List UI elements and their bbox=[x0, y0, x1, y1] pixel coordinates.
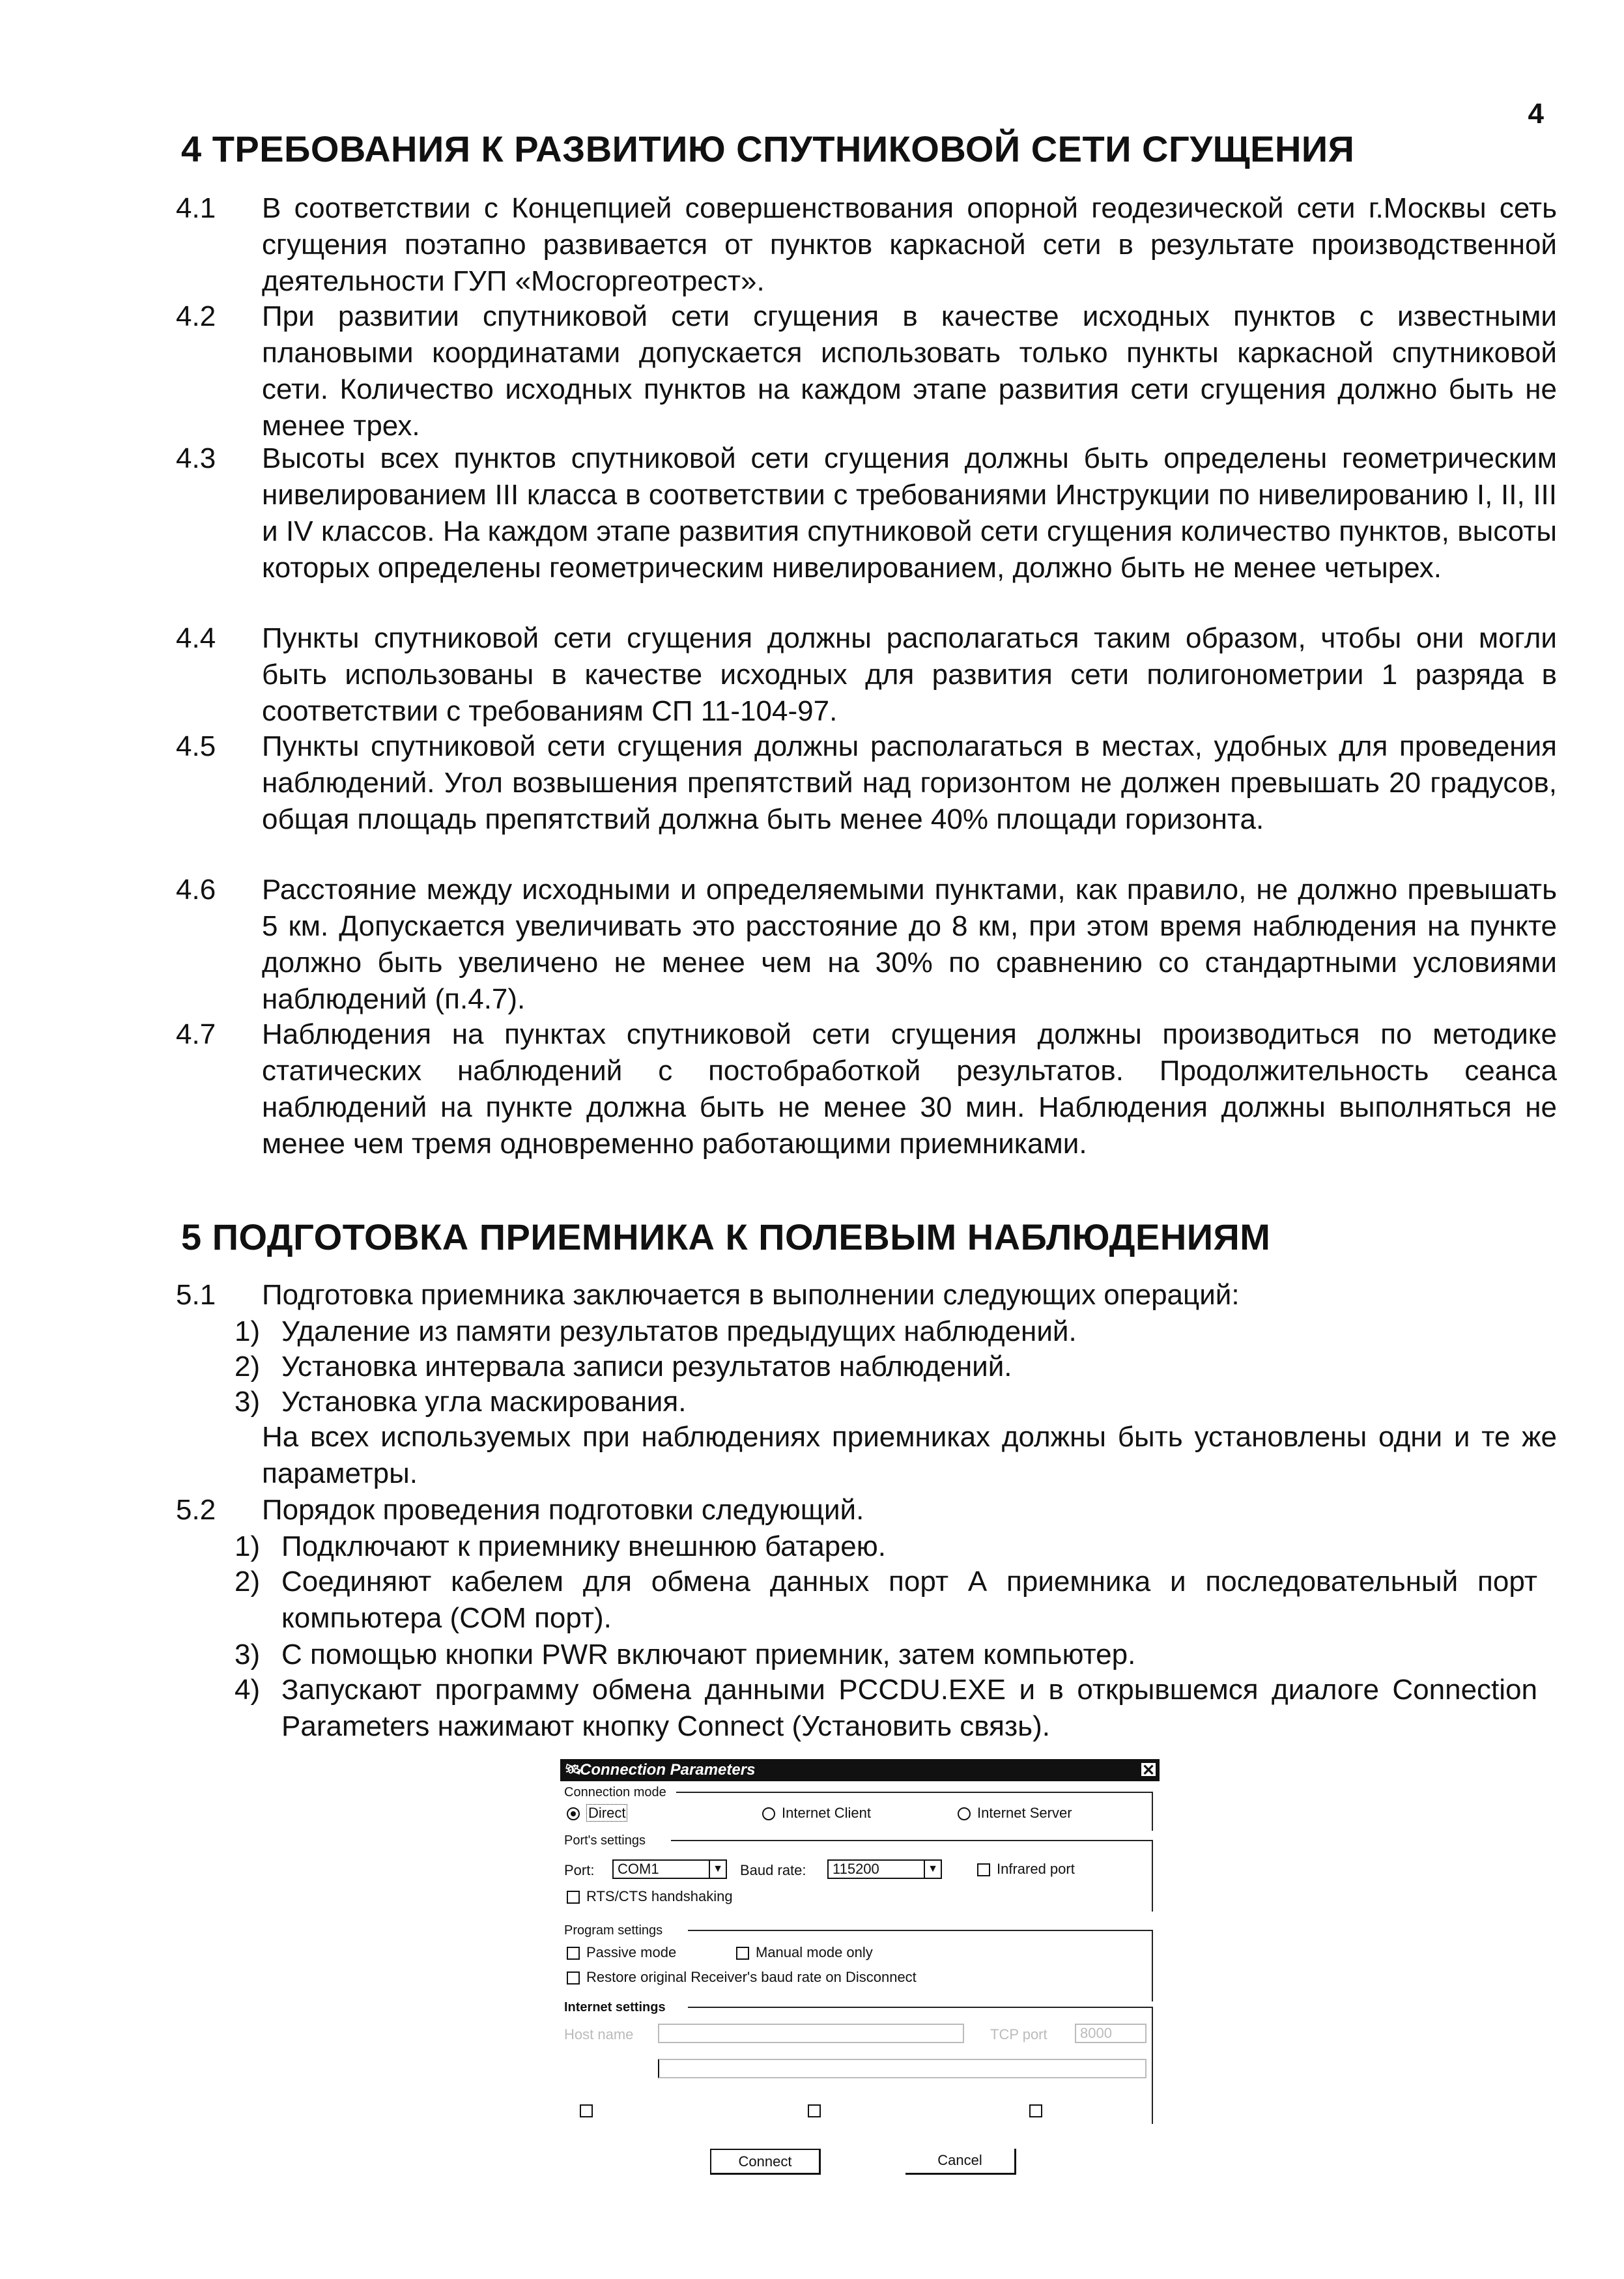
radio-dot bbox=[567, 1807, 580, 1820]
port-value: COM1 bbox=[618, 1861, 659, 1877]
ports-settings-label: Port's settings bbox=[564, 1833, 646, 1848]
baud-rate-label: Baud rate: bbox=[740, 1862, 806, 1878]
group-border bbox=[1152, 1792, 1153, 1831]
sub-item-text: С помощью кнопки PWR включают приемник, затем компьютер. bbox=[281, 1639, 1136, 1670]
connection-parameters-dialog bbox=[560, 1759, 1160, 2183]
list-item-4-4 bbox=[176, 620, 1557, 730]
sub-item-text: Установка интервала записи результатов наблюдений. bbox=[281, 1351, 1012, 1383]
sub-item-text: Соединяют кабелем для обмена данных порт А приемника и последовательный порт компьютера (COM порт). bbox=[281, 1566, 1537, 1634]
port-select[interactable] bbox=[612, 1859, 727, 1879]
manual-mode-checkbox[interactable] bbox=[736, 1944, 873, 1961]
sub-item-number: 1) bbox=[235, 1530, 261, 1562]
radio-label: Direct bbox=[586, 1804, 627, 1822]
tcp-port-field[interactable] bbox=[1075, 2024, 1147, 2043]
sub-item-number: 2) bbox=[235, 1566, 261, 1598]
item-number: 5.2 bbox=[176, 1494, 216, 1526]
baud-rate-value: 115200 bbox=[833, 1861, 879, 1877]
group-border bbox=[676, 1792, 1152, 1793]
sub-item-text: Установка угла маскирования. bbox=[281, 1386, 687, 1418]
sub-item-number: 1) bbox=[235, 1315, 261, 1347]
sub-item-5-2-3 bbox=[235, 1637, 1537, 1673]
item-text: Пункты спутниковой сети сгущения должны располагаться в местах, удобных для проведения наблюдений. Угол возвышения препятствий над горизонтом не должен превышать 20 градусов, общая площадь препятствий должна быть менее 40% площади горизонта. bbox=[262, 730, 1557, 835]
checkbox-box bbox=[567, 1971, 580, 1985]
host-name-label: Host name bbox=[564, 2026, 634, 2042]
host-name-field[interactable] bbox=[658, 2024, 964, 2043]
program-settings-label: Program settings bbox=[564, 1923, 663, 1938]
close-icon[interactable]: ✕ bbox=[1140, 1762, 1157, 1777]
list-item-4-1 bbox=[176, 190, 1557, 300]
checkbox-box bbox=[977, 1863, 990, 1876]
group-border bbox=[688, 2007, 1152, 2008]
note-text: На всех используемых при наблюдениях приемниках должны быть установлены одни и те же параметры. bbox=[262, 1421, 1557, 1489]
group-border bbox=[1152, 1930, 1153, 2001]
disabled-checkbox[interactable] bbox=[580, 2102, 599, 2119]
restore-baud-checkbox[interactable] bbox=[567, 1969, 917, 1986]
cancel-button[interactable]: Cancel bbox=[905, 2149, 1016, 2175]
disabled-checkbox[interactable] bbox=[1029, 2102, 1049, 2119]
rts-cts-checkbox[interactable] bbox=[567, 1888, 733, 1905]
chevron-down-icon: ▼ bbox=[924, 1861, 941, 1878]
item-text: Подготовка приемника заключается в выполнении следующих операций: bbox=[262, 1279, 1240, 1311]
list-item-4-2 bbox=[176, 298, 1557, 444]
checkbox-label: Infrared port bbox=[997, 1861, 1075, 1877]
satellite-icon: 🛰 bbox=[563, 1761, 581, 1777]
item-number: 4.7 bbox=[176, 1018, 216, 1050]
dialog-titlebar bbox=[560, 1759, 1160, 1781]
item-text: Наблюдения на пунктах спутниковой сети сгущения должны производиться по методике статических наблюдений с постобработкой результатов. Продолжительность сеанса наблюдений на пункте должна быть не менее 30 мин. Наблюдения должны выполняться не менее чем тремя одновременно работающими приемниками. bbox=[262, 1018, 1557, 1160]
dialog-title: Connection Parameters bbox=[580, 1761, 756, 1779]
group-border bbox=[1152, 2007, 1153, 2124]
item-text: Высоты всех пунктов спутниковой сети сгущения должны быть определены геометрическим нивелированием III класса в соответствии с требованиями Инструкции по нивелированию I, II, III и IV классов. На каждом этапе развития спутниковой сети сгущения количество пунктов, высоты которых определены геометрическим нивелированием, должно быть не менее четырех. bbox=[262, 442, 1557, 584]
passive-mode-checkbox[interactable] bbox=[567, 1944, 676, 1961]
group-border bbox=[688, 1930, 1152, 1931]
chevron-down-icon: ▼ bbox=[709, 1861, 726, 1878]
tcp-port-value: 8000 bbox=[1080, 2025, 1112, 2041]
list-item-4-6 bbox=[176, 872, 1557, 1018]
sub-item-number: 4) bbox=[235, 1674, 261, 1706]
item-number: 4.3 bbox=[176, 442, 216, 474]
list-item-4-7 bbox=[176, 1016, 1557, 1162]
radio-dot bbox=[762, 1807, 775, 1820]
group-border bbox=[671, 1840, 1152, 1841]
checkbox-box bbox=[736, 1947, 749, 1960]
radio-direct[interactable] bbox=[567, 1805, 627, 1822]
port-label: Port: bbox=[564, 1862, 595, 1878]
item-text: Пункты спутниковой сети сгущения должны располагаться таким образом, чтобы они могли быть использованы в качестве исходных для развития сети полигонометрии 1 разряда в соответствии с требованиям СП 11-104-97. bbox=[262, 622, 1557, 727]
sub-item-5-1-1 bbox=[235, 1313, 1537, 1350]
radio-label: Internet Client bbox=[782, 1805, 871, 1821]
tcp-port-label: TCP port bbox=[990, 2026, 1047, 2042]
sub-item-5-1-2 bbox=[235, 1349, 1537, 1385]
internet-settings-label: Internet settings bbox=[564, 2000, 666, 2014]
radio-dot bbox=[958, 1807, 971, 1820]
disabled-checkbox-checked[interactable] bbox=[808, 2102, 827, 2119]
sub-item-text: Удаление из памяти результатов предыдущих наблюдений. bbox=[281, 1315, 1077, 1347]
section-4-title: 4 ТРЕБОВАНИЯ К РАЗВИТИЮ СПУТНИКОВОЙ СЕТИ СГУЩЕНИЯ bbox=[181, 128, 1355, 169]
disabled-field[interactable] bbox=[658, 2059, 1147, 2078]
checkbox-label: Restore original Receiver's baud rate on Disconnect bbox=[586, 1969, 917, 1985]
infrared-port-checkbox[interactable] bbox=[977, 1861, 1075, 1878]
note-5-1 bbox=[176, 1419, 1557, 1492]
item-number: 4.2 bbox=[176, 300, 216, 332]
sub-item-text: Запускают программу обмена данными PCCDU.EXE и в открывшемся диалоге Connection Parameters нажимают кнопку Connect (Установить связь). bbox=[281, 1674, 1537, 1742]
checkbox-label: RTS/CTS handshaking bbox=[586, 1888, 733, 1904]
page-number: 4 bbox=[1528, 98, 1544, 130]
checkbox-box bbox=[1029, 2104, 1042, 2117]
list-item-5-1 bbox=[176, 1277, 1557, 1313]
list-item-4-3 bbox=[176, 440, 1557, 586]
section-5-title: 5 ПОДГОТОВКА ПРИЕМНИКА К ПОЛЕВЫМ НАБЛЮДЕНИЯМ bbox=[181, 1216, 1271, 1257]
sub-item-text: Подключают к приемнику внешнюю батарею. bbox=[281, 1530, 886, 1562]
sub-item-number: 3) bbox=[235, 1639, 261, 1670]
list-item-5-2 bbox=[176, 1492, 1557, 1528]
checkbox-label: Manual mode only bbox=[756, 1944, 873, 1960]
baud-rate-select[interactable] bbox=[827, 1859, 942, 1879]
checkbox-box bbox=[808, 2104, 821, 2117]
item-number: 4.4 bbox=[176, 622, 216, 654]
sub-item-5-2-4 bbox=[235, 1672, 1537, 1745]
item-text: Расстояние между исходными и определяемыми пунктами, как правило, не должно превышать 5 км. Допускается увеличивать это расстояние до 8 км, при этом время наблюдения на пункте должно быть увеличено не менее чем на 30% по сравнению со стандартными условиями наблюдений (п.4.7). bbox=[262, 874, 1557, 1015]
sub-item-number: 2) bbox=[235, 1351, 261, 1383]
sub-item-5-2-2 bbox=[235, 1564, 1537, 1637]
checkbox-label: Passive mode bbox=[586, 1944, 677, 1960]
radio-label: Internet Server bbox=[977, 1805, 1072, 1821]
list-item-4-5 bbox=[176, 728, 1557, 838]
sub-item-number: 3) bbox=[235, 1386, 261, 1418]
item-number: 4.6 bbox=[176, 874, 216, 906]
checkbox-box bbox=[567, 1947, 580, 1960]
radio-internet-client[interactable] bbox=[762, 1805, 871, 1822]
sub-item-5-2-1 bbox=[235, 1528, 1537, 1565]
item-number: 5.1 bbox=[176, 1279, 216, 1311]
item-number: 4.5 bbox=[176, 730, 216, 762]
item-text: В соответствии с Концепцией совершенствования опорной геодезической сети г.Москвы сеть сгущения поэтапно развивается от пунктов каркасной сети в результате производственной деятельности ГУП «Мосгоргеотрест». bbox=[262, 192, 1557, 297]
radio-internet-server[interactable] bbox=[958, 1805, 1072, 1822]
item-text: При развитии спутниковой сети сгущения в качестве исходных пунктов с известными плановыми координатами допускается использовать только пункты каркасной спутниковой сети. Количество исходных пунктов на каждом этапе развития сети сгущения должно быть не менее трех. bbox=[262, 300, 1557, 442]
group-border bbox=[1152, 1840, 1153, 1912]
checkbox-box bbox=[580, 2104, 593, 2117]
checkbox-box bbox=[567, 1891, 580, 1904]
connection-mode-label: Connection mode bbox=[564, 1785, 666, 1799]
sub-item-5-1-3 bbox=[235, 1384, 1537, 1420]
connect-button[interactable]: Connect bbox=[710, 2149, 821, 2175]
item-number: 4.1 bbox=[176, 192, 216, 224]
item-text: Порядок проведения подготовки следующий. bbox=[262, 1494, 864, 1526]
